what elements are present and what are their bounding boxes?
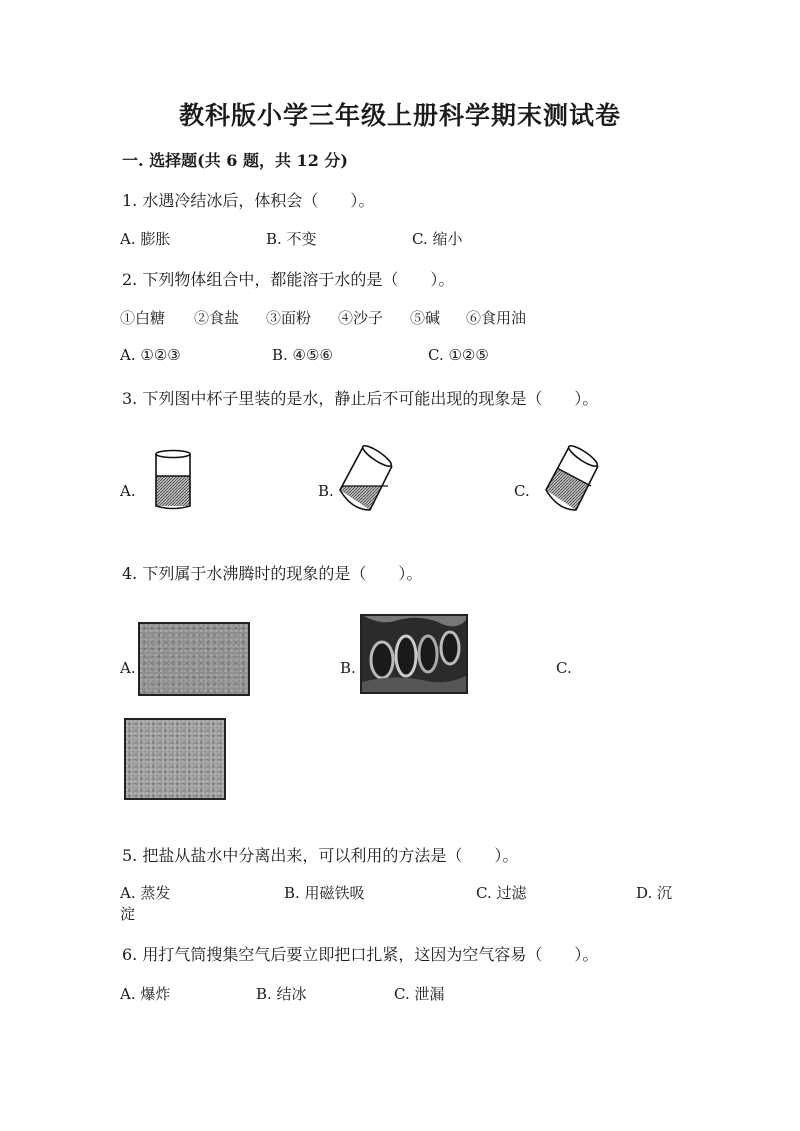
page-title: 教科版小学三年级上册科学期末测试卷 [178, 101, 621, 130]
q2-option-a[interactable]: A. ①②③ [120, 346, 181, 364]
q4-label-b[interactable]: B. [340, 659, 356, 677]
cup-tilted-right-figure [536, 440, 608, 520]
q6-option-c[interactable]: C. 泄漏 [394, 985, 445, 1003]
question-5-stem: 5. 把盐从盐水中分离出来，可以利用的方法是（ ）。 [122, 846, 519, 865]
question-6-stem: 6. 用打气筒搜集空气后要立即把口扎紧，这因为空气容易（ ）。 [122, 945, 599, 964]
q4-label-c[interactable]: C. [556, 659, 572, 677]
q2-option-b[interactable]: B. ④⑤⑥ [272, 346, 333, 364]
q5-option-d[interactable]: D. 沉 [636, 884, 673, 902]
q1-option-a[interactable]: A. 膨胀 [120, 230, 171, 248]
q3-label-b[interactable]: B. [318, 482, 334, 500]
question-3-stem: 3. 下列图中杯子里装的是水，静止后不可能出现的现象是（ ）。 [122, 389, 599, 408]
question-2-stem: 2. 下列物体组合中，都能溶于水的是（ ）。 [122, 270, 455, 289]
q2-item-2: ②食盐 [194, 309, 240, 327]
q2-item-1: ①白糖 [120, 309, 166, 327]
q2-item-4: ④沙子 [338, 309, 384, 327]
photo-water-surface-c [124, 718, 226, 800]
q6-option-a[interactable]: A. 爆炸 [120, 985, 171, 1003]
q2-option-c[interactable]: C. ①②⑤ [428, 346, 489, 364]
cup-tilted-left-figure [330, 440, 402, 520]
q2-item-5: ⑤碱 [410, 309, 441, 327]
q5-option-c[interactable]: C. 过滤 [476, 884, 527, 902]
q6-option-b[interactable]: B. 结冰 [256, 985, 307, 1003]
q3-label-a[interactable]: A. [120, 482, 136, 500]
photo-water-surface-a [138, 622, 250, 696]
question-1-stem: 1. 水遇冷结冰后，体积会（ ）。 [122, 191, 375, 210]
q3-label-c[interactable]: C. [514, 482, 530, 500]
cup-upright-figure [148, 448, 198, 512]
question-4-stem: 4. 下列属于水沸腾时的现象的是（ ）。 [122, 564, 423, 583]
q2-item-6: ⑥食用油 [466, 309, 527, 327]
q5-option-d-wrap: 淀 [120, 905, 136, 923]
photo-boiling-bubbles-b [360, 614, 468, 694]
q5-option-a[interactable]: A. 蒸发 [120, 884, 171, 902]
q1-option-b[interactable]: B. 不变 [266, 230, 317, 248]
q5-option-b[interactable]: B. 用磁铁吸 [284, 884, 365, 902]
q4-label-a[interactable]: A. [120, 659, 136, 677]
q2-item-3: ③面粉 [266, 309, 312, 327]
q1-option-c[interactable]: C. 缩小 [412, 230, 463, 248]
section-heading: 一. 选择题(共 6 题，共 12 分) [122, 151, 348, 170]
